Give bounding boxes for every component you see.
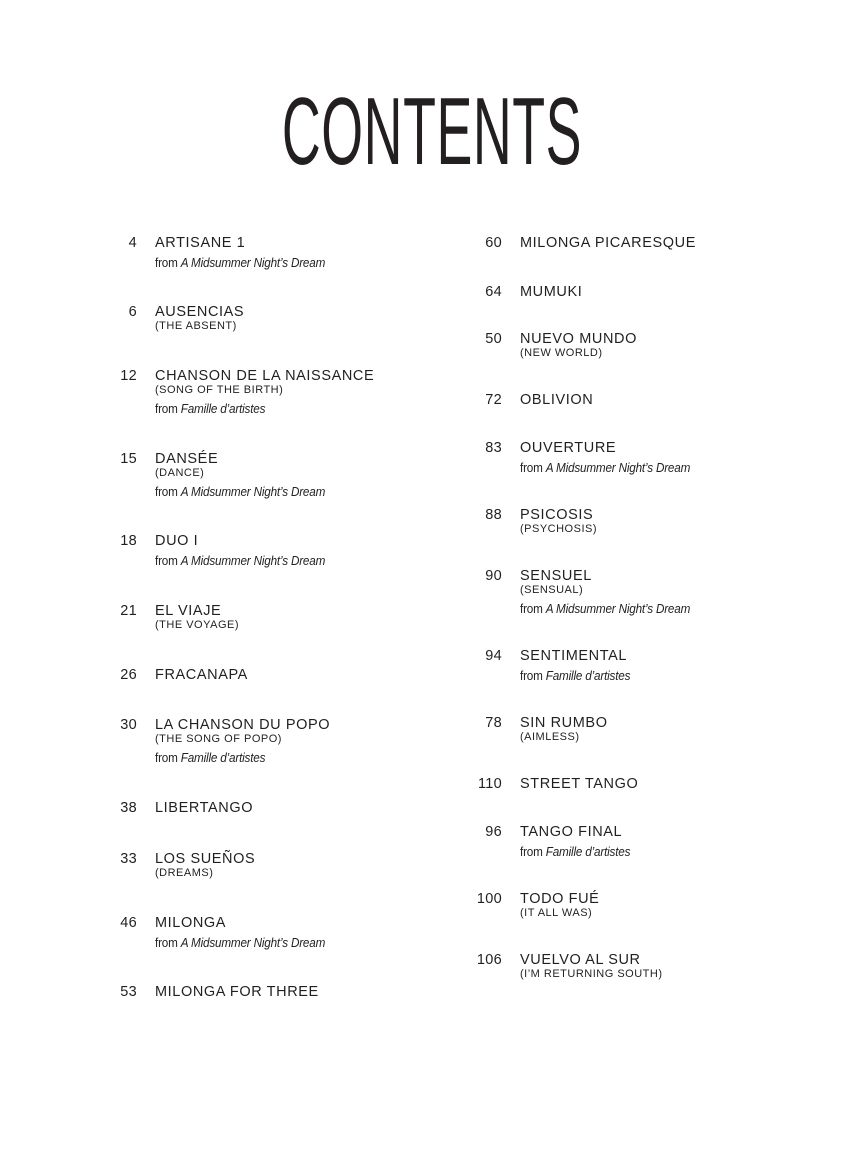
toc-subtitle: (AIMLESS)	[520, 731, 580, 743]
toc-source-prefix: from	[155, 553, 178, 568]
toc-title: SIN RUMBO	[520, 715, 608, 731]
toc-subtitle: (NEW WORLD)	[520, 347, 603, 359]
toc-entry-text	[155, 235, 485, 271]
toc-page-number: 88	[485, 507, 502, 523]
toc-page-number: 100	[476, 891, 502, 907]
toc-page-number: 18	[120, 533, 137, 549]
toc-entry-text	[520, 440, 850, 476]
toc-source-work: Famille d’artistes	[545, 844, 631, 859]
toc-source	[155, 483, 452, 500]
toc-entry-text	[520, 891, 850, 920]
toc-title: AUSENCIAS	[155, 304, 245, 320]
toc-page-number: 4	[128, 235, 137, 251]
toc-entry-text	[520, 568, 850, 617]
toc-entry-text	[520, 824, 850, 860]
toc-page-number: 38	[120, 800, 137, 816]
toc-page-number: 50	[485, 331, 502, 347]
toc-entry-text	[520, 235, 850, 251]
toc-entry-text	[155, 851, 485, 880]
toc-entry-text	[520, 392, 850, 408]
toc-title: STREET TANGO	[520, 776, 639, 792]
toc-page-number: 6	[128, 304, 137, 320]
toc-page-number: 72	[485, 392, 502, 408]
toc-source	[520, 600, 817, 617]
toc-subtitle: (SONG OF THE BIRTH)	[155, 384, 284, 396]
toc-entry-text	[520, 284, 850, 300]
toc-page-number: 53	[120, 984, 137, 1000]
toc-source-work: A Midsummer Night’s Dream	[180, 255, 326, 270]
toc-entry-text	[520, 952, 850, 981]
toc-title: PSICOSIS	[520, 507, 594, 523]
toc-source-prefix: from	[155, 255, 178, 270]
toc-source	[155, 400, 452, 417]
toc-source-prefix: from	[520, 460, 543, 475]
toc-subtitle: (DANCE)	[155, 467, 205, 479]
toc-entry-text	[155, 915, 485, 951]
toc-subtitle: (DREAMS)	[155, 867, 214, 879]
toc-title: TANGO FINAL	[520, 824, 623, 840]
toc-page-number: 83	[485, 440, 502, 456]
toc-title: TODO FUÉ	[520, 891, 600, 907]
toc-title: NUEVO MUNDO	[520, 331, 637, 347]
toc-title: EL VIAJE	[155, 603, 222, 619]
toc-subtitle: (PSYCHOSIS)	[520, 523, 598, 535]
toc-source-work: Famille d’artistes	[180, 750, 266, 765]
toc-entry-text	[520, 331, 850, 360]
toc-entry-text	[520, 648, 850, 684]
toc-title: FRACANAPA	[155, 667, 248, 683]
toc-source-work: A Midsummer Night’s Dream	[180, 553, 326, 568]
toc-source	[520, 667, 817, 684]
toc-source-prefix: from	[155, 401, 178, 416]
toc-title: MILONGA	[155, 915, 227, 931]
toc-page-number: 96	[485, 824, 502, 840]
toc-page-number: 106	[476, 952, 502, 968]
toc-entry-text	[155, 717, 485, 766]
toc-entry-text	[155, 667, 485, 683]
toc-page-number: 26	[120, 667, 137, 683]
toc-title: LOS SUEÑOS	[155, 851, 256, 867]
toc-source-prefix: from	[520, 668, 543, 683]
toc-page-number: 90	[485, 568, 502, 584]
toc-entry-text	[155, 800, 485, 816]
toc-source	[155, 552, 452, 569]
toc-entry-text	[520, 507, 850, 536]
toc-page-number: 21	[120, 603, 137, 619]
toc-page-number: 94	[485, 648, 502, 664]
toc-source	[520, 459, 817, 476]
toc-subtitle: (THE SONG OF POPO)	[155, 733, 282, 745]
toc-title: LA CHANSON DU POPO	[155, 717, 331, 733]
toc-page-number: 15	[120, 451, 137, 467]
toc-title: SENTIMENTAL	[520, 648, 628, 664]
toc-page-number: 30	[120, 717, 137, 733]
toc-page-number: 46	[120, 915, 137, 931]
toc-source	[520, 843, 817, 860]
toc-entry-text	[155, 603, 485, 632]
toc-title: OUVERTURE	[520, 440, 617, 456]
toc-page-number: 64	[485, 284, 502, 300]
toc-entry-text	[155, 304, 485, 333]
toc-title: MUMUKI	[520, 284, 583, 300]
toc-entry-text	[520, 715, 850, 744]
toc-subtitle: (THE VOYAGE)	[155, 619, 240, 631]
toc-page-number: 12	[120, 368, 137, 384]
toc-title: MILONGA FOR THREE	[155, 984, 319, 1000]
toc-title: DUO I	[155, 533, 199, 549]
toc-source-work: A Midsummer Night’s Dream	[180, 935, 326, 950]
toc-title: SENSUEL	[520, 568, 592, 584]
toc-subtitle: (IT ALL WAS)	[520, 907, 593, 919]
toc-source-prefix: from	[155, 484, 178, 499]
toc-title: LIBERTANGO	[155, 800, 254, 816]
toc-page-number: 78	[485, 715, 502, 731]
toc-source-work: Famille d’artistes	[545, 668, 631, 683]
toc-subtitle: (SENSUAL)	[520, 584, 584, 596]
toc-title: ARTISANE 1	[155, 235, 246, 251]
toc-title: OBLIVION	[520, 392, 594, 408]
toc-subtitle: (THE ABSENT)	[155, 320, 237, 332]
toc-entry-text	[155, 533, 485, 569]
toc-source	[155, 749, 452, 766]
toc-source-work: Famille d’artistes	[180, 401, 266, 416]
toc-title: CHANSON DE LA NAISSANCE	[155, 368, 375, 384]
toc-title: DANSÉE	[155, 451, 219, 467]
toc-source-work: A Midsummer Night’s Dream	[545, 460, 691, 475]
page-title: CONTENTS	[281, 78, 583, 185]
toc-entry-text	[155, 451, 485, 500]
toc-title: VUELVO AL SUR	[520, 952, 641, 968]
toc-subtitle: (I’M RETURNING SOUTH)	[520, 968, 663, 980]
toc-page-number: 60	[485, 235, 502, 251]
toc-source-work: A Midsummer Night’s Dream	[180, 484, 326, 499]
toc-source-prefix: from	[155, 935, 178, 950]
toc-page-number: 33	[120, 851, 137, 867]
toc-source-prefix: from	[155, 750, 178, 765]
toc-source	[155, 254, 452, 271]
toc-entry-text	[155, 368, 485, 417]
toc-entry-text	[155, 984, 485, 1000]
toc-source	[155, 934, 452, 951]
toc-title: MILONGA PICARESQUE	[520, 235, 696, 251]
toc-entry-text	[520, 776, 850, 792]
toc-source-prefix: from	[520, 844, 543, 859]
toc-source-prefix: from	[520, 601, 543, 616]
toc-page-number: 110	[477, 776, 502, 792]
toc-source-work: A Midsummer Night’s Dream	[545, 601, 691, 616]
